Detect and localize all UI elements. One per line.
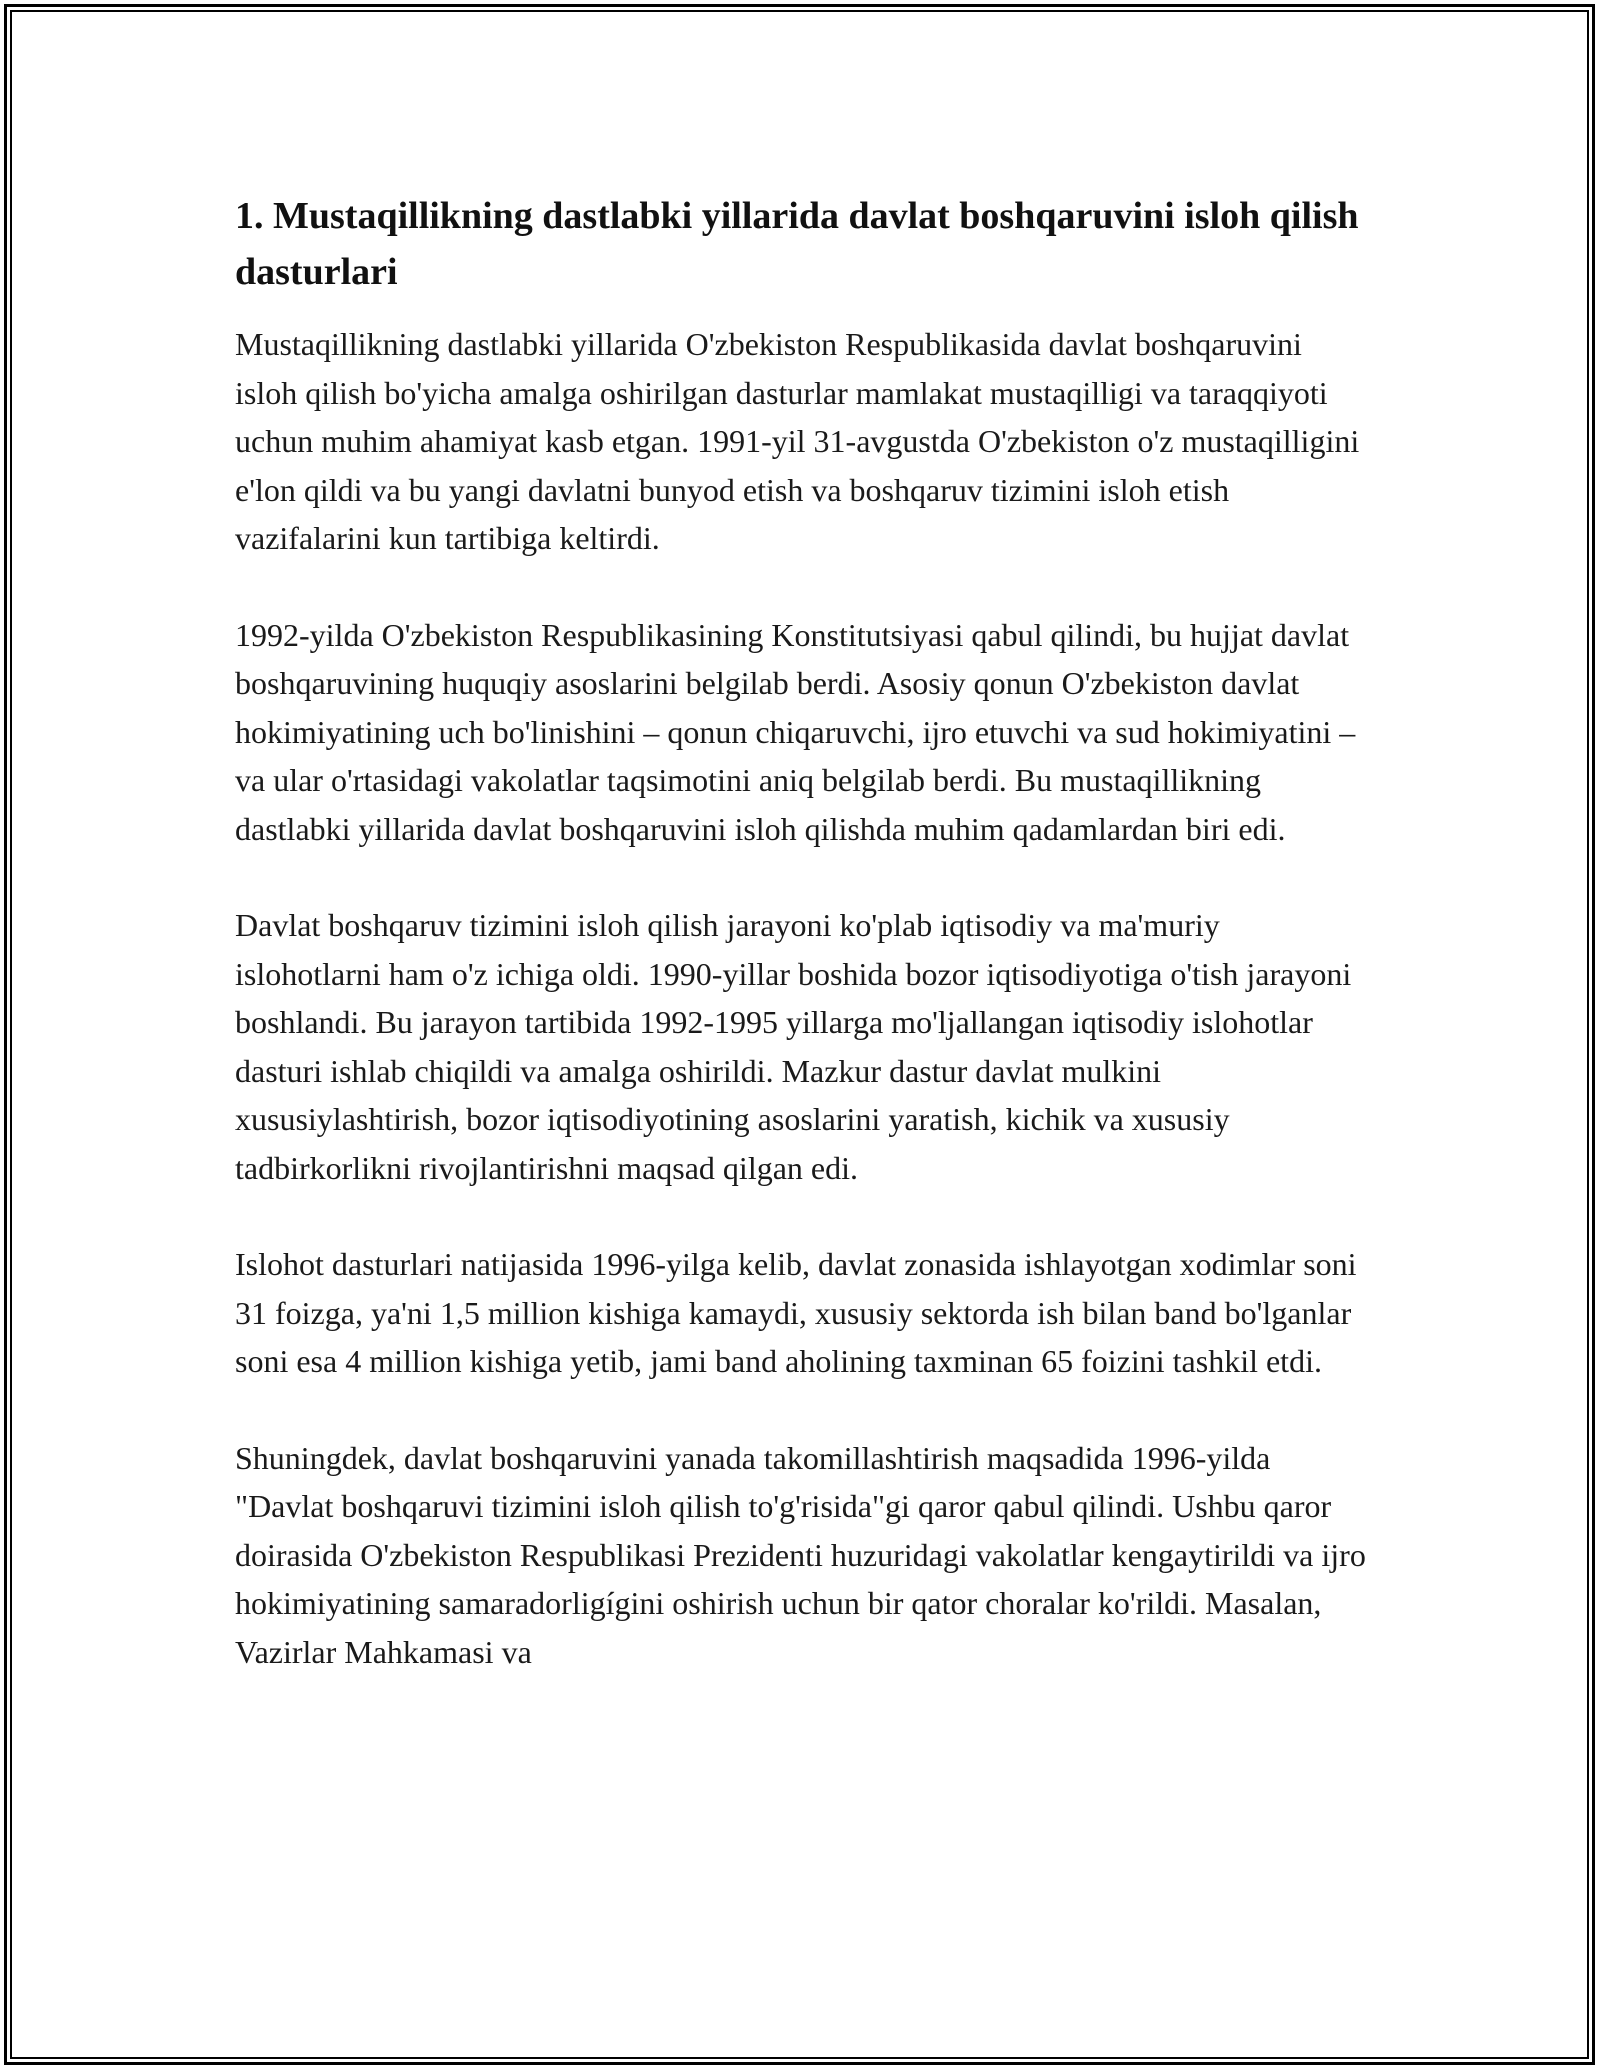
paragraph-4: Islohot dasturlari natijasida 1996-yilga kelib, davlat zonasida ishlayotgan xodimlar soni 31 foizga, ya'ni 1,5 million kishiga kamaydi, xususiy sektorda ish bilan band bo'lganlar soni esa 4 million kishiga yetib, jami band aholining taxminan 65 foizini tashkil etdi. xyxy=(235,1246,1357,1379)
paragraph-3: Davlat boshqaruv tizimini isloh qilish jarayoni ko'plab iqtisodiy va ma'muriy islohotlarni ham o'z ichiga oldi. 1990-yillar boshida bozor iqtisodiyotiga o'tish jarayoni boshlandi. Bu jarayon tartibida 1992-1995 yillarga mo'ljallangan iqtisodiy islohotlar dasturi ishlab chiqildi va amalga oshirildi. Mazkur dastur davlat mulkini xususiylashtirish, bozor iqtisodiyotining asoslarini yaratish, kichik va xususiy tadbirkorlikni rivojlantirishni maqsad qilgan edi. xyxy=(235,907,1352,1186)
paragraph-1: Mustaqillikning dastlabki yillarida O'zbekiston Respublikasida davlat boshqaruvini isloh qilish bo'yicha amalga oshirilgan dasturlar mamlakat mustaqilligi va taraqqiyoti uchun muhim ahamiyat kasb etgan. 1991-yil 31-avgustda O'zbekiston o'z mustaqilligini e'lon qildi va bu yangi davlatni bunyod etish va boshqaruv tizimini isloh etish vazifalarini kun tartibiga keltirdi. xyxy=(235,326,1360,556)
paragraph-2: 1992-yilda O'zbekiston Respublikasining Konstitutsiyasi qabul qilindi, bu hujjat davlat boshqaruvining huquqiy asoslarini belgilab berdi. Asosiy qonun O'zbekiston davlat hokimiyatining uch bo'linishini – qonun chiqaruvchi, ijro etuvchi va sud hokimiyatini – va ular o'rtasidagi vakolatlar taqsimotini aniq belgilab berdi. Bu mustaqillikning dastlabki yillarida davlat boshqaruvini isloh qilishda muhim qadamlardan biri edi. xyxy=(235,616,1356,847)
paragraph-5: Shuningdek, davlat boshqaruvini yanada takomillashtirish maqsadida 1996-yilda "Davlat boshqaruvi tizimini isloh qilish to'g'risida"gi qaror qabul qilindi. Ushbu qaror doirasida O'zbekiston Respublikasi Prezidenti huzuridagi vakolatlar kengaytirildi va ijro hokimiyatining samaradorligígini oshirish uchun bir qator choralar ko'rildi. Masalan, Vazirlar Mahkamasi va xyxy=(235,1439,1366,1670)
document-body xyxy=(235,188,1370,1724)
section-heading: 1. Mustaqillikning dastlabki yillarida davlat boshqaruvini isloh qilish dasturlari xyxy=(235,195,1359,293)
